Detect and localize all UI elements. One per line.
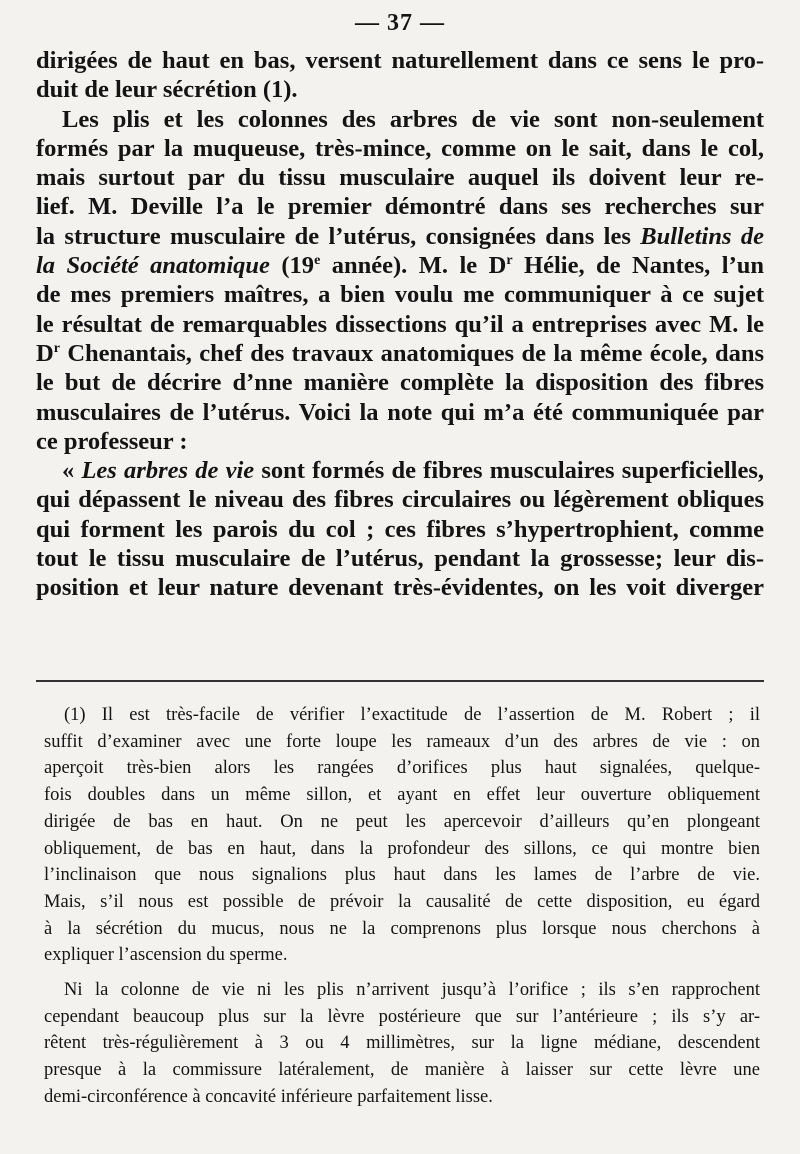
footnote-line: obliquement, de bas en haut, dans la profondeur des sillons, ce qui montre bien bbox=[44, 838, 760, 859]
footnote-line: fois doubles dans un même sillon, et ayant en effet leur ouverture obliquement bbox=[44, 785, 760, 806]
text-line: Les plis et les colonnes des arbres de vie sont non-seulement bbox=[62, 105, 764, 133]
text-line bbox=[36, 251, 764, 280]
text-line bbox=[36, 339, 764, 368]
footnote-line: cependant beaucoup plus sur la lèvre postérieure que sur l’antérieure ; ils s’y ar- bbox=[44, 1006, 760, 1027]
footnote-line: Mais, s’il nous est possible de prévoir la causalité de cette disposition, eu égard bbox=[44, 891, 760, 912]
paragraph-2 bbox=[36, 105, 764, 457]
text-line: qui dépassent le niveau des fibres circulaires ou légèrement obliques bbox=[36, 486, 764, 514]
superscript: r bbox=[53, 340, 60, 356]
text-line: lief. M. Deville l’a le premier démontré dans ses recherches sur bbox=[36, 193, 764, 221]
text-segment: D bbox=[36, 339, 54, 367]
text-line: position et leur nature devenant très-évidentes, on les voit diverger bbox=[36, 574, 764, 602]
text-line: le résultat de remarquables dissections qu’il a entreprises avec M. le bbox=[36, 310, 764, 338]
footnote-line: (1) Il est très-facile de vérifier l’exactitude de l’assertion de M. Robert ; il bbox=[64, 705, 760, 725]
footnote-line: demi-circonférence à concavité inférieure parfaitement lisse. bbox=[44, 1086, 493, 1107]
text-segment: année). M. le D bbox=[320, 252, 507, 280]
text-line bbox=[36, 222, 764, 251]
text-line: formés par la muqueuse, très-mince, comme on le sait, dans le col, bbox=[36, 134, 764, 162]
text-line: duit de leur sécrétion (1). bbox=[36, 76, 298, 104]
text-line bbox=[36, 456, 764, 485]
text-line: tout le tissu musculaire de l’utérus, pendant la grossesse; leur dis- bbox=[36, 545, 764, 573]
superscript: r bbox=[506, 252, 513, 268]
text-segment: « bbox=[62, 457, 82, 485]
italic-term: Les arbres de vie bbox=[81, 457, 255, 485]
footnote-line: presque à la commissure latéralement, de manière à laisser sur cette lèvre une bbox=[44, 1060, 760, 1081]
paragraph-3 bbox=[36, 456, 764, 602]
italic-title: Bulletins de bbox=[640, 222, 764, 250]
italic-title: la Société anatomique bbox=[36, 252, 270, 280]
text-line: le but de décrire d’nne manière complète la disposition des fibres bbox=[36, 369, 764, 397]
text-line: dirigées de haut en bas, versent naturellement dans ce sens le pro- bbox=[36, 47, 764, 74]
footnote-line: aperçoit très-bien alors les rangées d’orifices plus haut signalées, quelque- bbox=[44, 758, 760, 779]
paragraph-1 bbox=[36, 46, 764, 105]
footnote-continuation bbox=[44, 977, 760, 1111]
footnotes bbox=[44, 702, 760, 1111]
footnote-line: à la sécrétion du mucus, nous ne la comprenons plus lorsque nous cherchons à bbox=[44, 918, 760, 939]
text-line: qui forment les parois du col ; ces fibres s’hypertrophient, comme bbox=[36, 515, 764, 543]
text-line: ce professeur : bbox=[36, 427, 188, 455]
footnote-line: rêtent très-régulièrement à 3 ou 4 millimètres, sur la ligne médiane, descendent bbox=[44, 1033, 760, 1054]
footnote-separator bbox=[36, 680, 764, 682]
footnote-line: suffit d’examiner avec une forte loupe les rameaux d’un des arbres de vie : on bbox=[44, 731, 760, 752]
footnote-line: expliquer l’ascension du sperme. bbox=[44, 945, 288, 966]
text-segment: sont formés de fibres musculaires superficielles, bbox=[254, 457, 764, 485]
text-segment: (19 bbox=[269, 252, 315, 280]
text-line: de mes premiers maîtres, a bien voulu me communiquer à ce sujet bbox=[36, 281, 764, 309]
text-segment: la structure musculaire de l’utérus, consignées dans les bbox=[36, 222, 641, 250]
superscript: e bbox=[314, 252, 321, 268]
text-line: mais surtout par du tissu musculaire auquel ils doivent leur re- bbox=[36, 164, 764, 192]
main-text bbox=[36, 46, 764, 603]
footnote-line: Ni la colonne de vie ni les plis n’arrivent jusqu’à l’orifice ; ils s’en rapprochent bbox=[64, 980, 760, 1001]
page-number: — 37 — bbox=[355, 10, 445, 36]
text-segment: Hélie, de Nantes, l’un bbox=[512, 252, 764, 280]
footnote-line: dirigée de bas en haut. On ne peut les apercevoir d’ailleurs qu’en plongeant bbox=[44, 811, 760, 832]
footnote-line: l’inclinaison que nous signalions plus haut dans les lames de l’arbre de vie. bbox=[44, 865, 760, 886]
text-line: musculaires de l’utérus. Voici la note qui m’a été communiquée par bbox=[36, 398, 764, 426]
footnote-1 bbox=[44, 702, 760, 969]
text-segment: Chenantais, chef des travaux anatomiques de la même école, dans bbox=[59, 339, 764, 367]
